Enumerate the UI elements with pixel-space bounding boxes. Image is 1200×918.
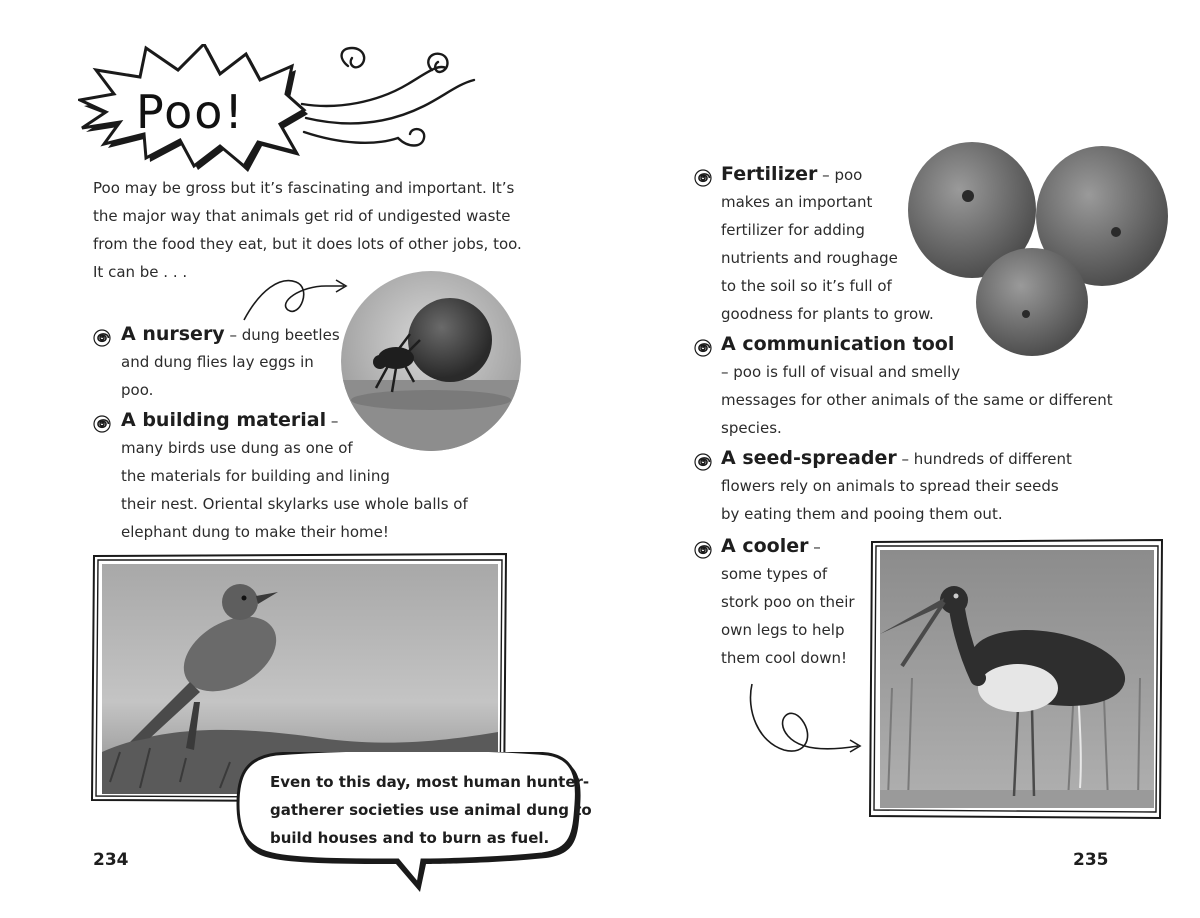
item-term: A nursery <box>121 323 225 345</box>
item-term: A cooler <box>721 535 809 557</box>
item-line: some types of <box>721 565 828 583</box>
item-line: – poo is full of visual and smelly <box>721 363 961 381</box>
item-first-line: – dung beetles <box>224 326 340 344</box>
intro-line: Poo may be gross but it’s fascinating and important. It’s <box>93 179 515 197</box>
item-line: many birds use dung as one of <box>121 439 353 457</box>
speech-line: Even to this day, most human hunter- <box>270 773 590 791</box>
spiral-bullet-icon <box>694 169 712 187</box>
page-number-left: 234 <box>93 850 129 870</box>
item-line: messages for other animals of the same or different <box>721 391 1113 409</box>
page-number-right: 235 <box>1073 850 1109 870</box>
item-term: A building material <box>121 409 327 431</box>
item-first-line: – <box>808 538 821 556</box>
swirl-arrow-icon <box>744 680 868 766</box>
item-line: nutrients and roughage <box>721 249 898 267</box>
intro-line: from the food they eat, but it does lots of other jobs, too. <box>93 235 522 253</box>
item-line: to the soil so it’s full of <box>721 277 892 295</box>
item-line: by eating them and pooing them out. <box>721 505 1003 523</box>
item-line: and dung flies lay eggs in <box>121 353 314 371</box>
item-line: flowers rely on animals to spread their seeds <box>721 477 1059 495</box>
item-line: goodness for plants to grow. <box>721 305 934 323</box>
item-first-line: – poo <box>817 166 863 184</box>
stork-photo <box>868 538 1166 820</box>
intro-line: It can be . . . <box>93 263 188 281</box>
item-line: them cool down! <box>721 649 848 667</box>
item-line: species. <box>721 419 782 437</box>
item-line: own legs to help <box>721 621 845 639</box>
dung-beetle-photo <box>340 270 522 452</box>
spiral-bullet-icon <box>694 541 712 559</box>
spiral-bullet-icon <box>93 415 111 433</box>
wind-swirl-icon <box>302 48 474 146</box>
speech-line: gatherer societies use animal dung to <box>270 801 592 819</box>
item-line: fertilizer for adding <box>721 221 865 239</box>
item-first-line: – hundreds of different <box>896 450 1072 468</box>
item-line: stork poo on their <box>721 593 855 611</box>
spiral-bullet-icon <box>694 339 712 357</box>
spiral-bullet-icon <box>93 329 111 347</box>
item-line: their nest. Oriental skylarks use whole balls of <box>121 495 468 513</box>
speech-line: build houses and to burn as fuel. <box>270 829 550 847</box>
title-starburst <box>78 44 498 174</box>
item-line: makes an important <box>721 193 873 211</box>
item-line: elephant dung to make their home! <box>121 523 389 541</box>
page-title: Poo! <box>136 85 245 139</box>
spiral-bullet-icon <box>694 453 712 471</box>
item-term: A communication tool <box>721 333 955 355</box>
intro-line: the major way that animals get rid of undigested waste <box>93 207 511 225</box>
item-term: A seed-spreader <box>721 447 897 469</box>
item-term: Fertilizer <box>721 163 818 185</box>
speech-bubble <box>270 768 592 852</box>
item-first-line: – <box>326 412 339 430</box>
item-line: poo. <box>121 381 154 399</box>
item-line: the materials for building and lining <box>121 467 390 485</box>
dung-photo <box>902 134 1174 360</box>
